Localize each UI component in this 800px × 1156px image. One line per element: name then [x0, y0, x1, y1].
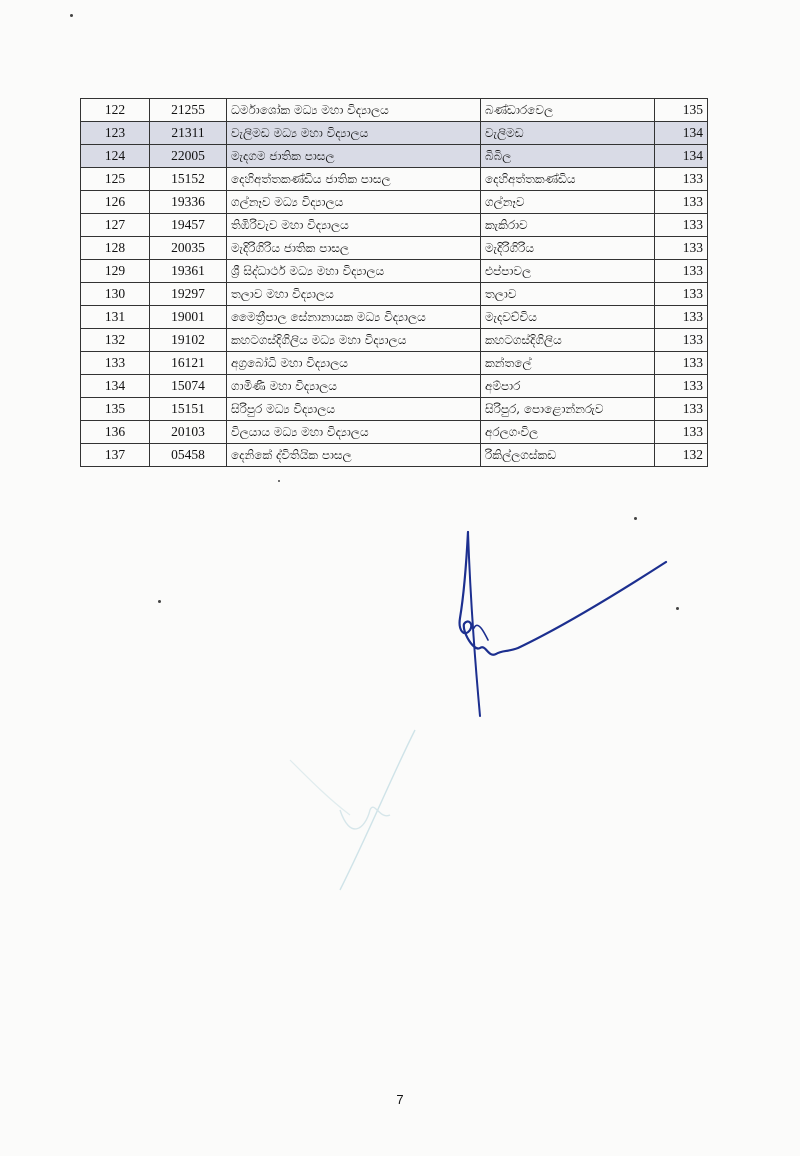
school-code-cell: 15152	[150, 168, 227, 191]
city-cell: කහටගස්දිගිලිය	[481, 329, 655, 352]
school-name-cell: වැලිමඩ මධ්‍ය මහා විද්‍යාලය	[227, 122, 481, 145]
table-row	[81, 214, 708, 237]
table-row	[81, 260, 708, 283]
school-name-cell: අග්‍රබෝධි මහා විද්‍යාලය	[227, 352, 481, 375]
city-cell: එප්පාවල	[481, 260, 655, 283]
cutoff-mark-cell: 132	[655, 444, 708, 467]
cutoff-mark-cell: 133	[655, 168, 708, 191]
table-row	[81, 237, 708, 260]
cutoff-mark-cell: 133	[655, 329, 708, 352]
rank-cell: 125	[81, 168, 150, 191]
speck	[158, 600, 161, 603]
rank-cell: 129	[81, 260, 150, 283]
school-code-cell: 19336	[150, 191, 227, 214]
cutoff-mark-cell: 133	[655, 352, 708, 375]
rank-cell: 131	[81, 306, 150, 329]
city-cell: රිකිල්ලගස්කඩ	[481, 444, 655, 467]
table-row	[81, 99, 708, 122]
table-row	[81, 421, 708, 444]
speck	[70, 14, 73, 17]
cutoff-mark-cell: 133	[655, 306, 708, 329]
cutoff-mark-cell: 135	[655, 99, 708, 122]
table-row	[81, 444, 708, 467]
rank-cell: 132	[81, 329, 150, 352]
school-code-cell: 20035	[150, 237, 227, 260]
rank-cell: 135	[81, 398, 150, 421]
school-code-cell: 19457	[150, 214, 227, 237]
school-code-cell: 15074	[150, 375, 227, 398]
school-results-table	[80, 98, 708, 467]
school-name-cell: විලයාය මධ්‍ය මහා විද්‍යාලය	[227, 421, 481, 444]
page-number: 7	[396, 1092, 404, 1107]
school-code-cell: 05458	[150, 444, 227, 467]
speck	[634, 517, 637, 520]
school-name-cell: ගාමිණී මහා විද්‍යාලය	[227, 375, 481, 398]
cutoff-mark-cell: 133	[655, 237, 708, 260]
school-name-cell: මෛත්‍රීපාල සේනානායක මධ්‍ය විද්‍යාලය	[227, 306, 481, 329]
rank-cell: 122	[81, 99, 150, 122]
school-name-cell: තලාව මහා විද්‍යාලය	[227, 283, 481, 306]
school-name-cell: ශ්‍රී සිද්ධාර්ථ මධ්‍ය මහා විද්‍යාලය	[227, 260, 481, 283]
rank-cell: 124	[81, 145, 150, 168]
school-code-cell: 22005	[150, 145, 227, 168]
city-cell: සිරිපුර, පොළොන්නරුව	[481, 398, 655, 421]
school-name-cell: කහටගස්දිගිලිය මධ්‍ය මහා විද්‍යාලය	[227, 329, 481, 352]
school-code-cell: 21255	[150, 99, 227, 122]
table-row	[81, 352, 708, 375]
city-cell: මැදවච්චිය	[481, 306, 655, 329]
cutoff-mark-cell: 133	[655, 398, 708, 421]
city-cell: ගල්නෑව	[481, 191, 655, 214]
school-name-cell: මැදිරිගිරිය ජාතික පාසල	[227, 237, 481, 260]
city-cell: අරලගංවිල	[481, 421, 655, 444]
rank-cell: 133	[81, 352, 150, 375]
school-name-cell: දෙහිඅත්තකණ්ඩිය ජාතික පාසල	[227, 168, 481, 191]
school-code-cell: 20103	[150, 421, 227, 444]
school-name-cell: සිරිපුර මධ්‍ය විද්‍යාලය	[227, 398, 481, 421]
school-name-cell: දෙනිකේ ද්විතියික පාසල	[227, 444, 481, 467]
rank-cell: 123	[81, 122, 150, 145]
speck	[278, 480, 280, 482]
table-row	[81, 145, 708, 168]
cutoff-mark-cell: 133	[655, 214, 708, 237]
rank-cell: 126	[81, 191, 150, 214]
city-cell: බිබිල	[481, 145, 655, 168]
city-cell: දෙහිඅත්තකණ්ඩිය	[481, 168, 655, 191]
faint-signature-mark	[270, 720, 440, 900]
school-code-cell: 19297	[150, 283, 227, 306]
city-cell: කන්තලේ	[481, 352, 655, 375]
table-row	[81, 283, 708, 306]
cutoff-mark-cell: 133	[655, 283, 708, 306]
rank-cell: 134	[81, 375, 150, 398]
school-name-cell: ධර්මාශෝක මධ්‍ය මහා විද්‍යාලය	[227, 99, 481, 122]
table-body	[81, 99, 708, 467]
table-row	[81, 191, 708, 214]
cutoff-mark-cell: 133	[655, 191, 708, 214]
cutoff-mark-cell: 134	[655, 145, 708, 168]
cutoff-mark-cell: 133	[655, 421, 708, 444]
table-row	[81, 168, 708, 191]
school-name-cell: ගල්නෑව මධ්‍ය විද්‍යාලය	[227, 191, 481, 214]
rank-cell: 127	[81, 214, 150, 237]
table-row	[81, 375, 708, 398]
school-code-cell: 16121	[150, 352, 227, 375]
school-code-cell: 21311	[150, 122, 227, 145]
city-cell: වැලිමඩ	[481, 122, 655, 145]
city-cell: මැදිරිගිරිය	[481, 237, 655, 260]
city-cell: තලාව	[481, 283, 655, 306]
school-name-cell: මැදගම ජාතික පාසල	[227, 145, 481, 168]
city-cell: අම්පාර	[481, 375, 655, 398]
rank-cell: 136	[81, 421, 150, 444]
signature	[430, 520, 690, 730]
table-row	[81, 329, 708, 352]
school-code-cell: 19102	[150, 329, 227, 352]
school-code-cell: 19361	[150, 260, 227, 283]
school-code-cell: 19001	[150, 306, 227, 329]
table-row	[81, 398, 708, 421]
rank-cell: 137	[81, 444, 150, 467]
rank-cell: 128	[81, 237, 150, 260]
city-cell: කැකිරාව	[481, 214, 655, 237]
cutoff-mark-cell: 133	[655, 260, 708, 283]
cutoff-mark-cell: 134	[655, 122, 708, 145]
speck	[676, 607, 679, 610]
table-row	[81, 306, 708, 329]
city-cell: බණ්ඩාරවෙල	[481, 99, 655, 122]
school-name-cell: තිඹිරිවැව මහා විද්‍යාලය	[227, 214, 481, 237]
cutoff-mark-cell: 133	[655, 375, 708, 398]
table-row	[81, 122, 708, 145]
school-code-cell: 15151	[150, 398, 227, 421]
rank-cell: 130	[81, 283, 150, 306]
